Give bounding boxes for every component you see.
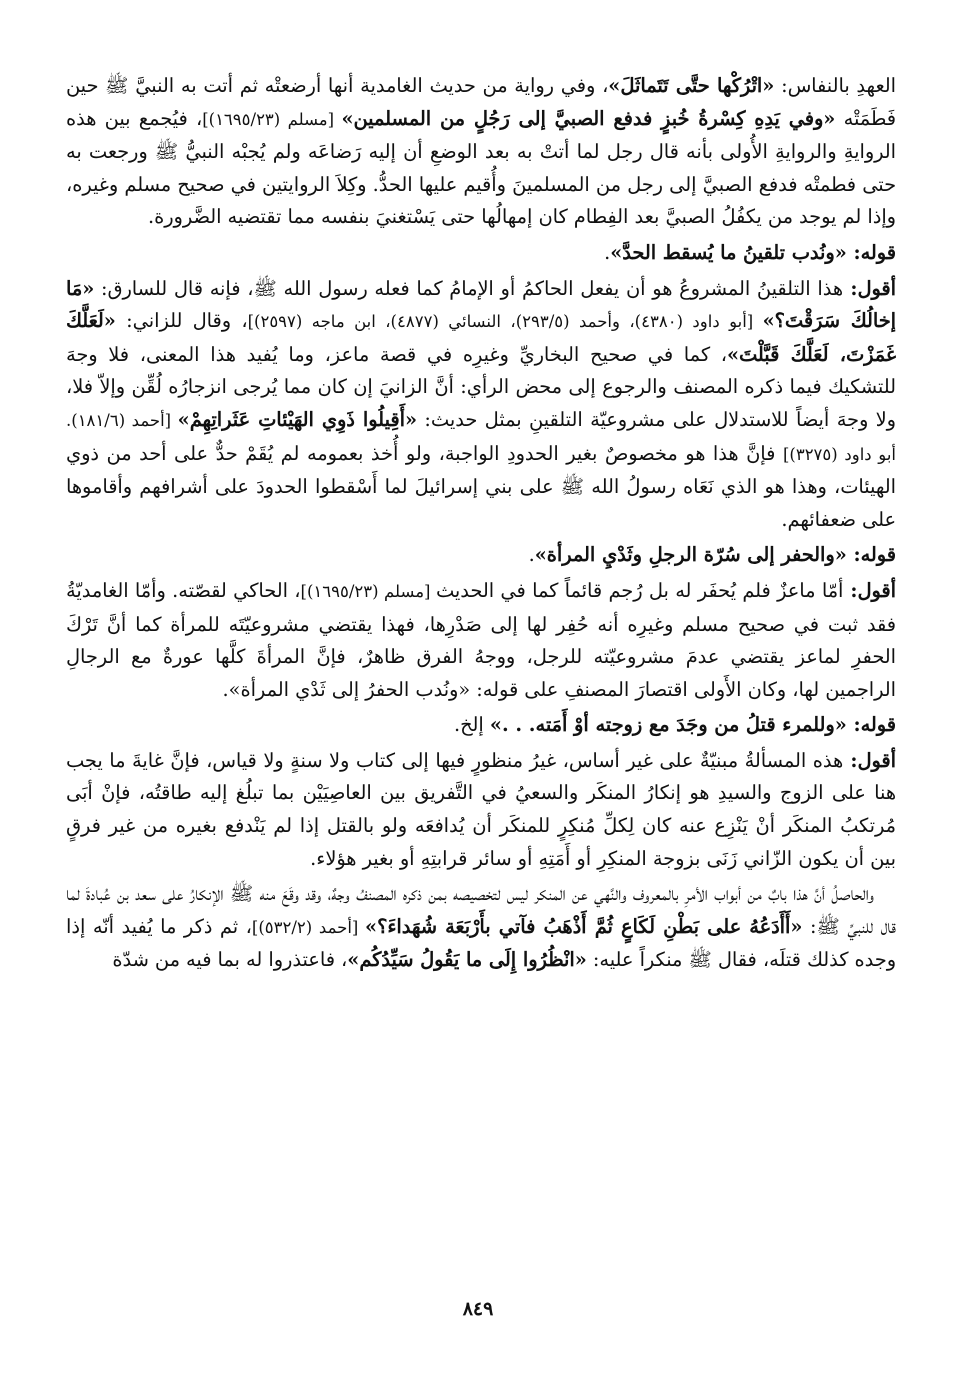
speaker-label: قوله: (846, 240, 896, 264)
speaker-label: أقول: (843, 276, 897, 300)
quoted-hadith: «اتْرُكْها حتَّى تَتَماثَلَ» (608, 74, 775, 97)
body-text: . (604, 240, 611, 264)
citation-reference: [أحمد (١٨١/٦). أبو داود (٣٢٧٥)] (66, 410, 897, 464)
body-text: ، فيُجمع بين هذه الروايةِ والروايةِ الأُولى بأنه قال رجل لما أتتْ به بعد الوضعِ أن إليه رَضاعَه ولم يُجبْه النبيُّ ﷺ ورجعت به حتى فطمتْه فدفع الصبيَّ إلى رجل من المسلمينَ وأُقيم عليها الحدُّ. وكِلاَ الروايتين في صحيح مسلم وغيره، وإذا لم يوجد من يكفُلُ الصبيَّ بعد الفِطام كان إمهالُها حتى يَسْتغنيَ بنفسه مما تقتضيه الضَّرورة. (66, 106, 896, 229)
paragraph (66, 70, 896, 234)
body-text: هذا التلقينُ المشروعُ هو أن يفعل الحاكمُ أو الإمامُ كما فعله رسول الله ﷺ، فإنه قال للسارق: (94, 276, 844, 300)
speaker-label: قوله: (846, 713, 896, 737)
paragraph (66, 878, 896, 977)
paragraph (66, 709, 896, 742)
body-text: إلخ. (453, 713, 490, 737)
body-text: والحاصلُ أنَّ هذا بابٌ من أبواب الأمرِ بالمعروف والنَّهي عن المنكر ليس لتخصيصه بمن ذكره المصنفُ وجهٌ، وقد وقَعَ منه ﷺ الإنكارُ على سعد بن عُبادةَ لما قال للنبيِّ ﷺ: (66, 882, 896, 938)
body-text: العهدِ بالنفاس: (774, 74, 896, 97)
body-text: ، ثم ذكر ما يُفيد أنّه إذا وجده كذلك قتلَه، فقال ﷺ منكراً عليه: (66, 914, 896, 972)
quoted-hadith: «أَقِيلُوا ذَوِي الهَيْئاتِ عَثَراتِهِمْ» (177, 407, 418, 431)
citation-reference: [مسلم (١٦٩٥/٢٣)] (300, 581, 436, 601)
body-text: فإنَّ هذا هو مخصوصٌ بغير الحدودِ الواجبة، ولو أُخذ بعمومه لم يُقَمْ حدٌّ على أحد من ذوي الهيئات، وهذا هو الذي نَعَاه رسولُ الله ﷺ على بني إسرائيلَ لما أَسْقطوا الحدودَ على أشرافهم وأقاموها على ضعفائهم. (66, 441, 896, 531)
quoted-hadith: «ونُدب تلقينُ ما يُسقط الحدَّ» (610, 240, 847, 264)
quoted-hadith: «مَا إخالُكَ سَرَقْتَ؟» (66, 276, 897, 333)
body-text: أمّا ماعزٌ فلم يُحفَر له بل رُجم قائماً كما في الحديث (435, 578, 844, 602)
quoted-hadith: «وفي يَدِهِ كِسْرةُ خُبزٍ فدفع الصبيَّ إلى رَجُلٍ من المسلمين» (341, 106, 836, 130)
speaker-label: أقول: (843, 578, 896, 602)
quoted-hadith: «أَأَدَعُهُ على بَطْنِ لَكَاعٍ ثُمَّ أَذْهَبُ فآتي بأَرْبَعَة شُهَداءَ؟» (365, 914, 803, 938)
citation-reference: [أحمد (٥٣٢/٢)] (251, 917, 366, 937)
body-text: ، فاعتذروا له بما فيه من شدّة (112, 948, 348, 972)
citation-reference: [أبو داود (٤٣٨٠)، وأحمد (٢٩٣/٥)، النسائي (٤٨٧٧)، ابن ماجه (٢٥٩٧)] (247, 312, 763, 332)
body-text: ، وقال للزاني: (115, 309, 248, 333)
paragraph (66, 745, 896, 875)
paragraph (66, 273, 896, 537)
body-text: . (528, 543, 535, 567)
body-text: هذه المسألةُ مبنيّةٌ على غير أساس، غيرُ منظورٍ فيها إلى كتاب ولا سنةٍ ولا قياس، فإنَّ غايةَ ما يجب هنا على الزوج والسيدِ هو إنكارُ المنكَر والسعيُ في التَّفريق بين العاصِيَيْن بما تبلُغ إليه طاقتُه، فإنْ أبَى مُرتكبُ المنكَر أنْ يَنْزِع عنه كان لِكلِّ مُنكِرٍ للمنكَر أن يُدافعَه ولو بالقتل إذا لم يَنْدفع بغيره من غير فرقٍ بين أن يكون الزّاني زَنَى بزوجة المنكِرِ أو أَمَتِهِ أو سائر قرابتِهِ أو بغير هؤلاء. (66, 748, 896, 870)
page-number: ٨٤٩ (462, 1298, 494, 1320)
body-text: ، الحاكي لقصّته. وأمّا الغامديّةُ فقد ثبت في صحيح مسلم وغيرِه أنه حُفِر لها إلى صَدْرِها، فهذا يقتضي مشروعيّتَه للمرأة كما أنَّ تَرْكَ الحفرِ لماعز يقتضي عدمَ مشروعيّته للرجل، ووجهُ الفرق ظاهرٌ، فإنَّ المرأةَ كلَّها عورةٌ مع الرجالِ الراجمين لها، وكان الأَولى اقتصارَ المصنفِ على قوله: «ونُدب الحفرُ إلى ثَدْي المرأة». (66, 578, 896, 701)
quoted-hadith: «انْظُرُوا إِلَى ما يَقُولُ سَيِّدُكُم» (347, 948, 587, 972)
quoted-hadith: «والحفر إلى سُرّة الرجلِ وثَدْيِ المرأة» (534, 543, 847, 567)
speaker-label: أقول: (843, 748, 897, 772)
quoted-hadith: «وللمرء قتلُ من وجَدَ مع زوجته أوْ أَمَته. . .» (489, 713, 847, 737)
page-body (66, 70, 896, 977)
speaker-label: قوله: (846, 543, 896, 567)
citation-reference: [مسلم (١٦٩٥/٢٣)] (202, 109, 342, 129)
body-text: ، كما في صحيح البخاريِّ وغيرِه في قصة ماعز، وما يُفيد هذا المعنى، فلا وجهَ للتشكيك فيما ذكره المصنف والرجوع إلى محض الرأي: أنَّ الزانيَ إن كان مما يُرجى انزجارُه لُقِّن وإلاّ فلا، ولا وجهَ أيضاً للاستدلال على مشروعيّة التلقينِ بمثل حديث: (66, 342, 896, 431)
quoted-hadith: «لَعَلَّكَ غَمَزْتَ، لَعَلَّكَ قَبَّلْتَ» (66, 309, 896, 366)
body-text: ، وفي رواية من حديث الغامدية أنها أرضعتْه ثم أتت به النبيَّ ﷺ حين فَطَمَتْه (66, 74, 896, 130)
paragraph (66, 237, 896, 270)
paragraph (66, 575, 896, 706)
paragraph (66, 539, 896, 572)
